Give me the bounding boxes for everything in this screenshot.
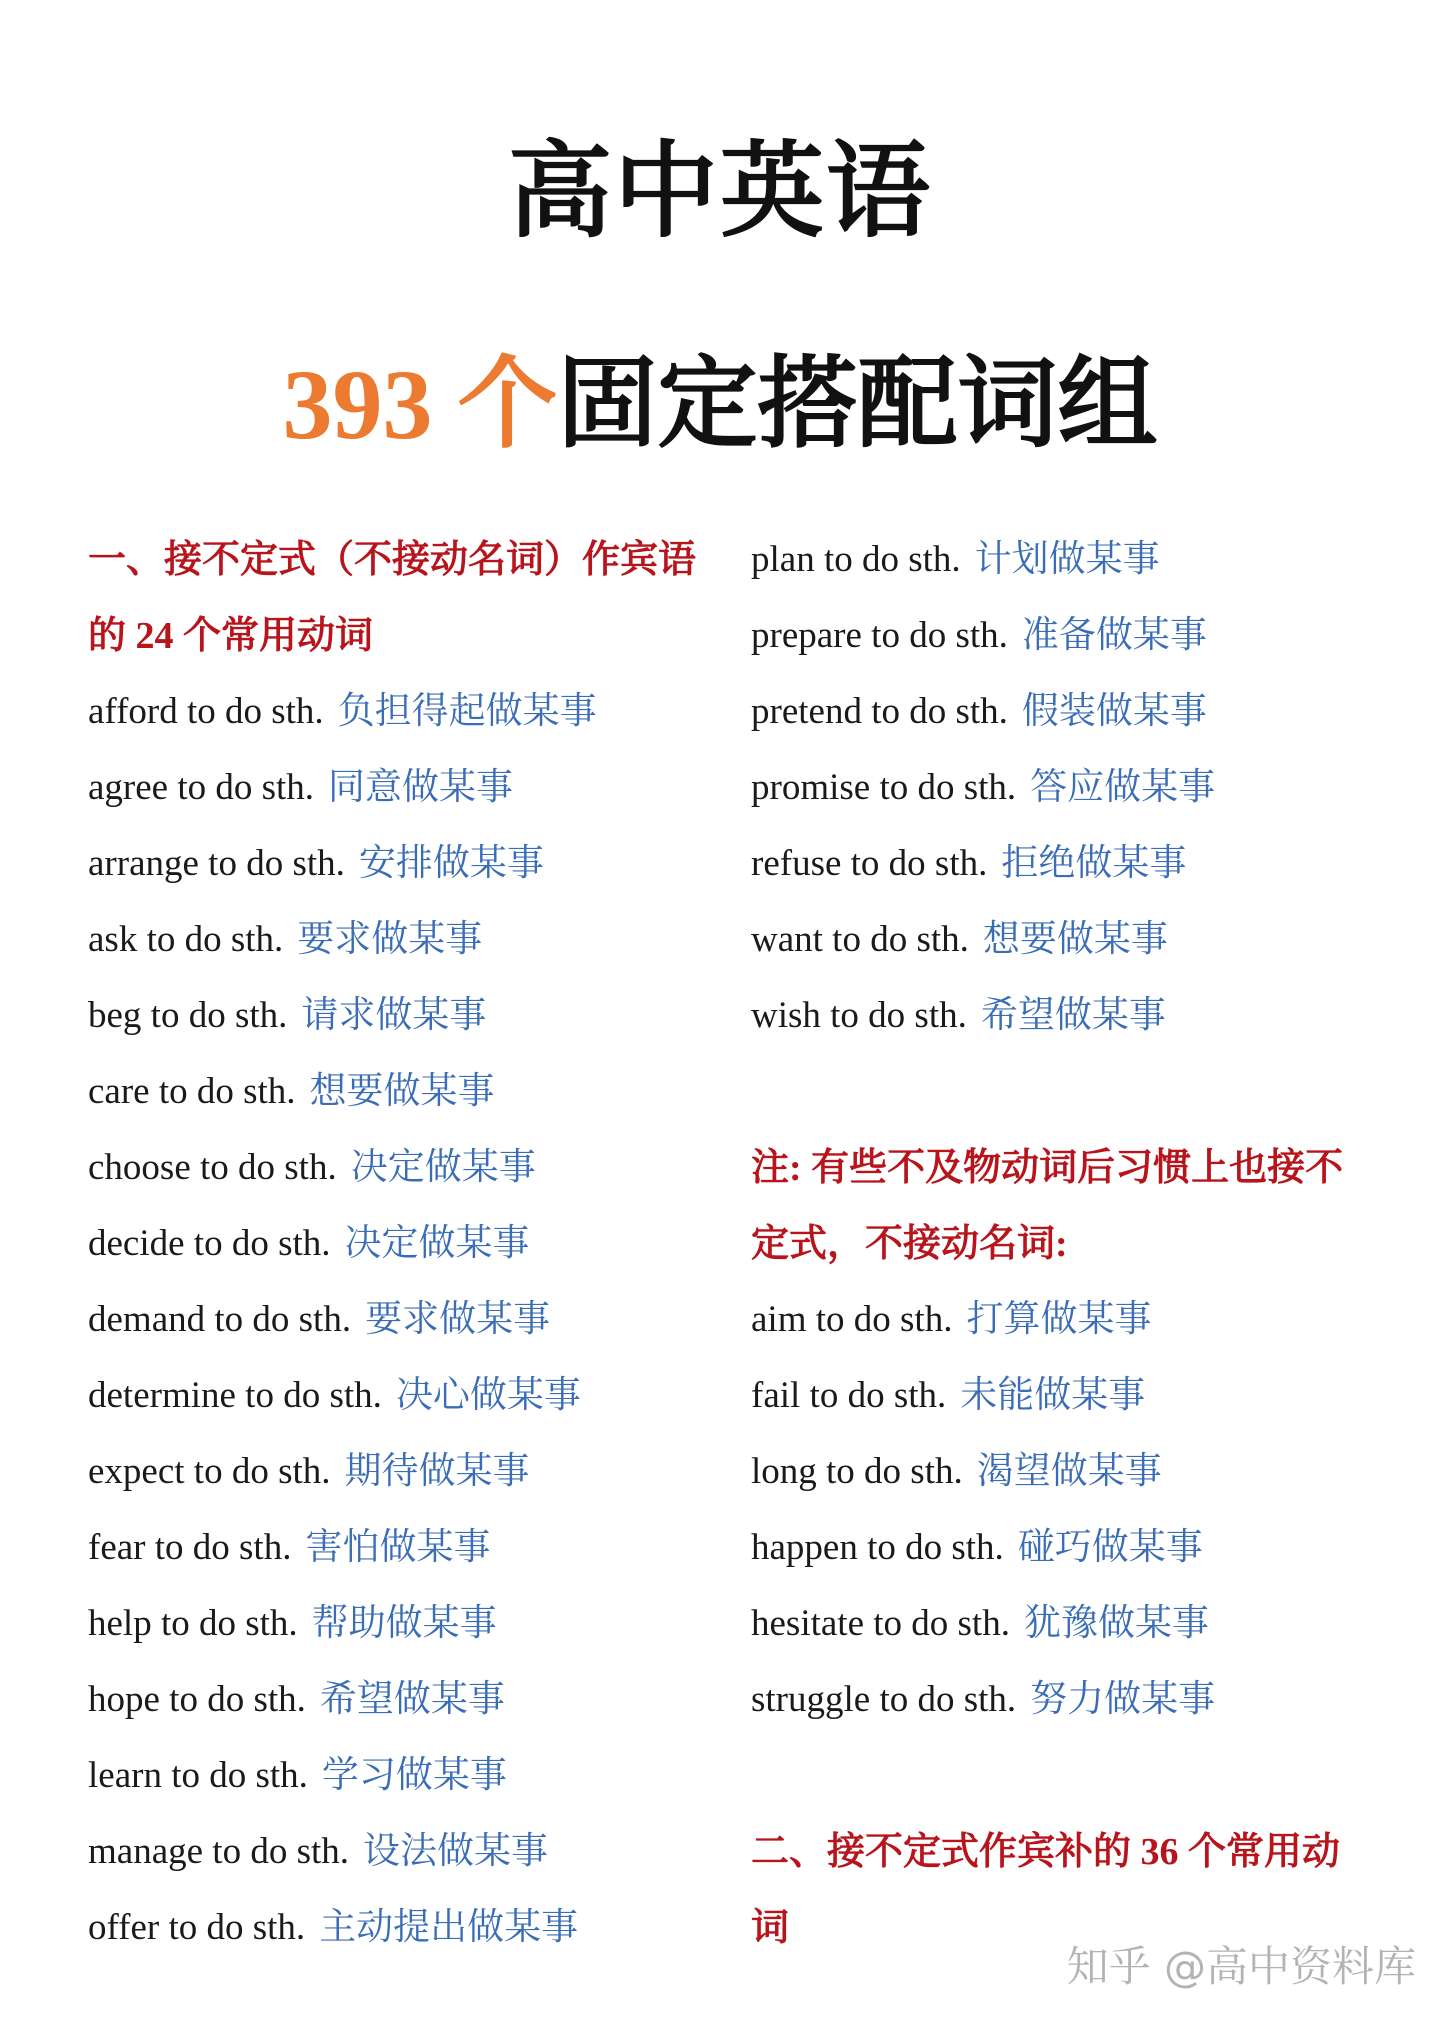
phrase-item: [88, 1814, 708, 1890]
phrase-chinese: 决定做某事: [350, 1147, 536, 1188]
section-heading: 一、接不定式（不接动名词）作宾语: [88, 539, 697, 581]
phrase-english: care to do sth.: [88, 1071, 296, 1112]
phrase-chinese: 决心做某事: [395, 1375, 581, 1416]
phrase-chinese: 要求做某事: [297, 919, 483, 960]
phrase-english: determine to do sth.: [88, 1375, 382, 1416]
phrase-english: pretend to do sth.: [751, 691, 1008, 732]
subtitle-number: 393 个: [282, 349, 558, 460]
phrase-chinese: 安排做某事: [358, 843, 544, 884]
phrase-chinese: 碰巧做某事: [1017, 1527, 1203, 1568]
phrase-english: promise to do sth.: [751, 767, 1017, 808]
phrase-item: [751, 902, 1391, 978]
phrase-item: [88, 1662, 708, 1738]
phrase-chinese: 犹豫做某事: [1023, 1603, 1209, 1644]
phrase-english: refuse to do sth.: [751, 843, 988, 884]
phrase-item: [88, 674, 708, 750]
phrase-chinese: 学习做某事: [321, 1755, 507, 1796]
phrase-chinese: 负担得起做某事: [337, 691, 597, 732]
phrase-english: afford to do sth.: [88, 691, 324, 732]
phrase-item: [88, 1206, 708, 1282]
phrase-chinese: 打算做某事: [966, 1299, 1152, 1340]
phrase-item: [751, 522, 1391, 598]
phrase-chinese: 拒绝做某事: [1001, 843, 1187, 884]
phrase-item: [751, 1510, 1391, 1586]
phrase-chinese: 想要做某事: [309, 1071, 495, 1112]
phrase-chinese: 努力做某事: [1030, 1679, 1216, 1720]
phrase-english: happen to do sth.: [751, 1527, 1004, 1568]
phrase-chinese: 设法做某事: [363, 1831, 549, 1872]
phrase-chinese: 害怕做某事: [305, 1527, 491, 1568]
phrase-chinese: 希望做某事: [980, 995, 1166, 1036]
phrase-item: [751, 1282, 1391, 1358]
phrase-chinese: 期待做某事: [344, 1451, 530, 1492]
phrase-item: [88, 902, 708, 978]
phrase-english: prepare to do sth.: [751, 615, 1008, 656]
phrase-item: [751, 978, 1391, 1054]
phrase-item: [751, 1586, 1391, 1662]
right-column: [751, 522, 1391, 1966]
phrase-chinese: 假装做某事: [1021, 691, 1207, 732]
phrase-english: manage to do sth.: [88, 1831, 350, 1872]
phrase-english: agree to do sth.: [88, 767, 315, 808]
phrase-chinese: 决定做某事: [344, 1223, 530, 1264]
phrase-english: struggle to do sth.: [751, 1679, 1017, 1720]
phrase-english: arrange to do sth.: [88, 843, 345, 884]
phrase-item: [88, 750, 708, 826]
phrase-english: plan to do sth.: [751, 539, 961, 580]
phrase-item: [88, 1054, 708, 1130]
section-heading: 的 24 个常用动词: [88, 615, 374, 657]
phrase-item: [88, 1738, 708, 1814]
phrase-chinese: 准备做某事: [1021, 615, 1207, 656]
phrase-item: [88, 1434, 708, 1510]
section-heading: 二、接不定式作宾补的 36 个常用动: [751, 1831, 1341, 1873]
phrase-english: wish to do sth.: [751, 995, 967, 1036]
phrase-english: beg to do sth.: [88, 995, 288, 1036]
left-column: [88, 522, 708, 1966]
phrase-chinese: 主动提出做某事: [319, 1907, 579, 1948]
phrase-english: ask to do sth.: [88, 919, 284, 960]
phrase-chinese: 答应做某事: [1030, 767, 1216, 808]
phrase-chinese: 帮助做某事: [311, 1603, 497, 1644]
phrase-chinese: 渴望做某事: [976, 1451, 1162, 1492]
phrase-english: fail to do sth.: [751, 1375, 947, 1416]
phrase-item: [88, 1130, 708, 1206]
phrase-english: hesitate to do sth.: [751, 1603, 1010, 1644]
phrase-item: [751, 826, 1391, 902]
page-subtitle: [0, 340, 1440, 470]
phrase-chinese: 未能做某事: [960, 1375, 1146, 1416]
phrase-english: long to do sth.: [751, 1451, 963, 1492]
phrase-item: [88, 1890, 708, 1966]
phrase-english: help to do sth.: [88, 1603, 298, 1644]
phrase-english: expect to do sth.: [88, 1451, 331, 1492]
spacer: [751, 1054, 1391, 1130]
phrase-item: [88, 978, 708, 1054]
watermark: 知乎 @高中资料库: [1066, 1942, 1416, 1991]
phrase-item: [88, 826, 708, 902]
phrase-item: [88, 1586, 708, 1662]
phrase-english: learn to do sth.: [88, 1755, 308, 1796]
phrase-english: demand to do sth.: [88, 1299, 352, 1340]
phrase-chinese: 同意做某事: [328, 767, 514, 808]
phrase-english: choose to do sth.: [88, 1147, 337, 1188]
spacer: [751, 1738, 1391, 1814]
phrase-item: [88, 1510, 708, 1586]
section-heading: 词: [751, 1907, 790, 1949]
phrase-item: [751, 1434, 1391, 1510]
phrase-english: offer to do sth.: [88, 1907, 306, 1948]
phrase-chinese: 计划做某事: [974, 539, 1160, 580]
subtitle-text: 固定搭配词组: [557, 349, 1158, 460]
phrase-item: [751, 674, 1391, 750]
phrase-chinese: 希望做某事: [319, 1679, 505, 1720]
note-heading: 定式，不接动名词:: [751, 1223, 1068, 1265]
phrase-english: decide to do sth.: [88, 1223, 331, 1264]
phrase-english: fear to do sth.: [88, 1527, 292, 1568]
phrase-item: [751, 750, 1391, 826]
note-heading: 注: 有些不及物动词后习惯上也接不: [751, 1147, 1344, 1189]
phrase-english: want to do sth.: [751, 919, 969, 960]
phrase-item: [751, 598, 1391, 674]
phrase-chinese: 要求做某事: [365, 1299, 551, 1340]
phrase-chinese: 请求做某事: [301, 995, 487, 1036]
phrase-chinese: 想要做某事: [982, 919, 1168, 960]
phrase-item: [751, 1358, 1391, 1434]
page-title: 高中英语: [507, 135, 932, 250]
phrase-english: hope to do sth.: [88, 1679, 306, 1720]
phrase-item: [88, 1358, 708, 1434]
phrase-item: [751, 1662, 1391, 1738]
phrase-item: [88, 1282, 708, 1358]
phrase-english: aim to do sth.: [751, 1299, 953, 1340]
